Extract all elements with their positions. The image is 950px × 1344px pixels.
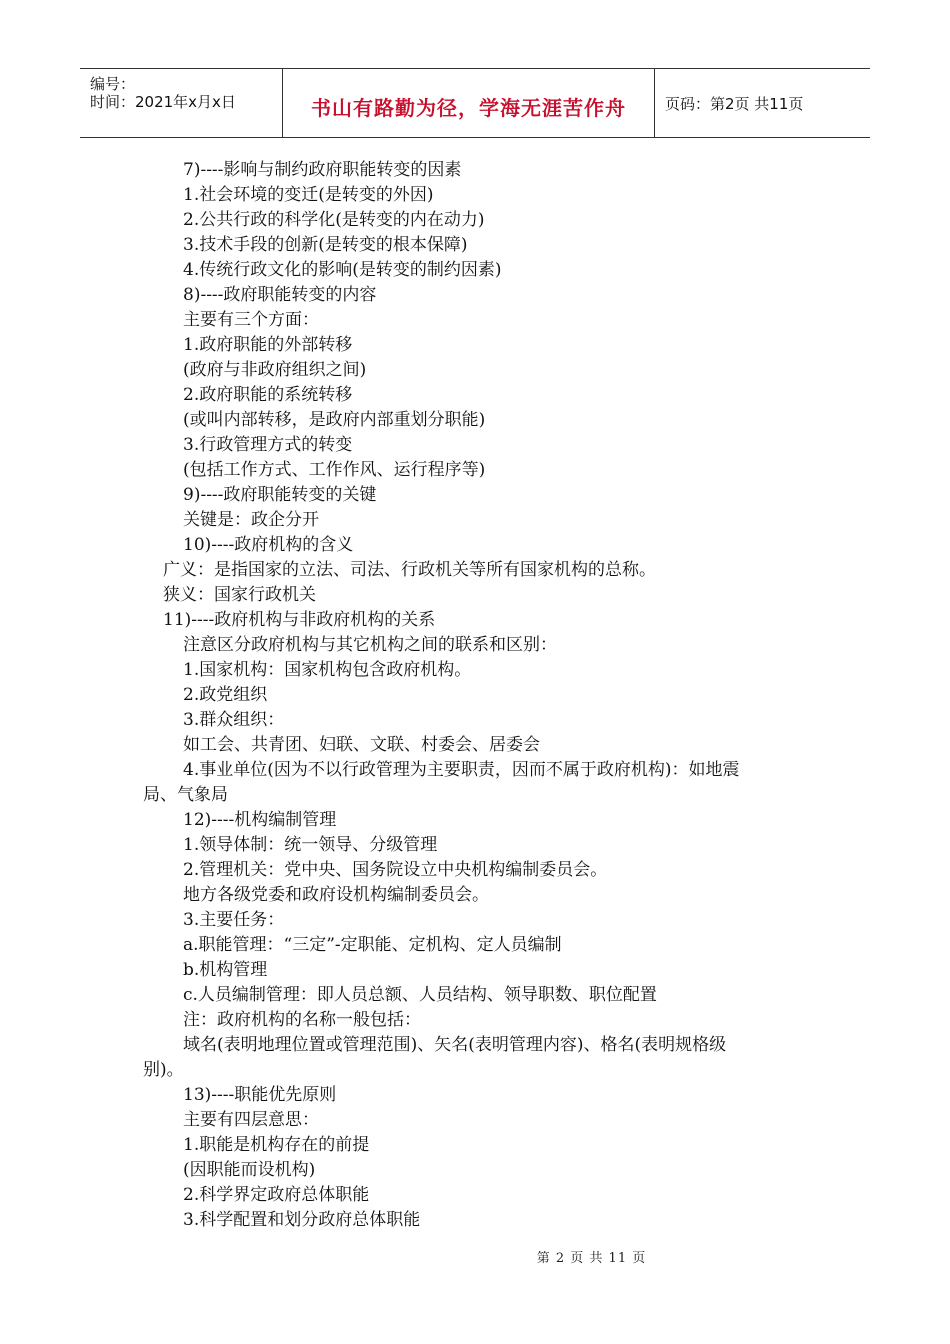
paragraph-line: 别)。 [143,1060,184,1080]
list-item: a.职能管理：“三定”-定职能、定机构、定人员编制 [183,935,562,955]
list-item: 2.政党组织 [183,685,268,705]
list-item: 2.公共行政的科学化(是转变的内在动力) [183,210,485,230]
list-item: 1.社会环境的变迁(是转变的外因) [183,185,434,205]
paragraph-line: 关键是：政企分开 [183,510,319,530]
motto-text: 书山有路勤为径，学海无涯苦作舟 [311,96,626,120]
paragraph-line: 注意区分政府机构与其它机构之间的联系和区别： [183,635,557,655]
paragraph-line: (因职能而设机构) [183,1160,316,1180]
header-page-cell [655,69,870,137]
time-label: 时间：2021年x月x日 [90,93,236,111]
header-page-info: 页码：第2页 共11页 [665,95,804,113]
list-item: c.人员编制管理：即人员总额、人员结构、领导职数、职位配置 [183,985,657,1005]
section-heading: 9)----政府职能转变的关键 [183,485,377,505]
section-heading: 8)----政府职能转变的内容 [183,285,377,305]
paragraph-line: 注：政府机构的名称一般包括： [183,1010,421,1030]
number-label: 编号： [90,75,136,93]
list-item: 4.传统行政文化的影响(是转变的制约因素) [183,260,502,280]
paragraph-line: 如工会、共青团、妇联、文联、村委会、居委会 [183,735,540,755]
section-heading: 7)----影响与制约政府职能转变的因素 [183,160,462,180]
header-meta-cell [80,69,283,137]
section-heading: 10)----政府机构的含义 [183,535,354,555]
list-item: 3.主要任务： [183,910,285,930]
page-footer [0,1247,950,1266]
header-motto-cell [283,69,655,137]
list-item: 1.国家机构：国家机构包含政府机构。 [183,660,472,680]
list-item: 1.政府职能的外部转移 [183,335,353,355]
list-item: 3.群众组织： [183,710,285,730]
paragraph-line: 广义：是指国家的立法、司法、行政机关等所有国家机构的总称。 [163,560,656,580]
paragraph-line: (包括工作方式、工作作风、运行程序等) [183,460,486,480]
list-item: 3.技术手段的创新(是转变的根本保障) [183,235,468,255]
paragraph-line: 主要有三个方面： [183,310,319,330]
section-heading: 12)----机构编制管理 [183,810,337,830]
list-item: 3.科学配置和划分政府总体职能 [183,1210,421,1230]
section-heading: 11)----政府机构与非政府机构的关系 [163,610,436,630]
list-item: b.机构管理 [183,960,268,980]
list-item: 2.科学界定政府总体职能 [183,1185,370,1205]
list-item: 2.政府职能的系统转移 [183,385,353,405]
paragraph-line: 地方各级党委和政府设机构编制委员会。 [183,885,489,905]
footer-page-number: 第 2 页 共 11 页 [536,1251,647,1266]
paragraph-line: 域名(表明地理位置或管理范围)、矢名(表明管理内容)、格名(表明规格级 [183,1035,727,1055]
paragraph-line: 狭义：国家行政机关 [163,585,316,605]
list-item: 1.职能是机构存在的前提 [183,1135,370,1155]
list-item: 1.领导体制：统一领导、分级管理 [183,835,438,855]
document-header [80,68,870,138]
list-item: 3.行政管理方式的转变 [183,435,353,455]
paragraph-line: 局、气象局 [143,785,228,805]
section-heading: 13)----职能优先原则 [183,1085,337,1105]
paragraph-line: 主要有四层意思： [183,1110,319,1130]
paragraph-line: (政府与非政府组织之间) [183,360,367,380]
paragraph-line: (或叫内部转移，是政府内部重划分职能) [183,410,486,430]
list-item: 2.管理机关：党中央、国务院设立中央机构编制委员会。 [183,860,608,880]
list-item: 4.事业单位(因为不以行政管理为主要职责，因而不属于政府机构)：如地震 [183,760,740,780]
